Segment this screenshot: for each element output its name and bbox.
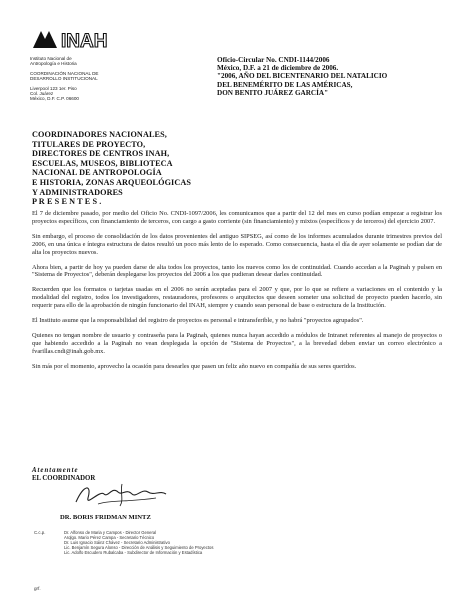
addressee-line: Y ADMINISTRADORES	[32, 187, 123, 197]
ccp-item: Dr. Luis Ignacio Sáinz Chávez - Secretario Administrativo	[64, 540, 170, 546]
handwritten-signature	[70, 480, 170, 510]
salutation: Atentamente	[32, 467, 79, 474]
addressee-line: COORDINADORES NACIONALES,	[32, 130, 167, 139]
addressee-line: P R E S E N T E S .	[32, 197, 102, 207]
body-paragraph: Recuerden que los formatos o tarjetas usadas en el 2006 no serán aceptadas para el 2007 y que, por lo que se refiere a variaciones en el contenido y la modalidad del registro, todos los investigadores, restauradores, profesores o arquitectos que deseen someter una solicitud de proyecto pueden hacerlo, sin requerir para ello de la aprobación de ningún funcionario del INAH, siempre y cuando sean personal de base o estructura de la Institución.	[32, 286, 442, 310]
addressee-line: E HISTORIA, ZONAS ARQUEOLÓGICAS	[32, 177, 192, 187]
addressee-line: ESCUELAS, MUSEOS, BIBLIOTECA	[32, 158, 173, 168]
body-paragraph: El 7 de diciembre pasado, por medio del Oficio No. CNDI-1097/2006, les comunicamos que a partir del 12 del mes en curso podían empezar a registrar los proyectos específicos, con financiamiento de terceros, con cargo a gasto corriente (sin financiamiento) y mixtos (específicos y de terceros) del ejercicio 2007.	[32, 210, 442, 225]
ccp-item: Arqlgo. Mario Pérez Campa - Secretario Técnico	[64, 535, 155, 541]
oficio-number: Oficio-Circular No. CNDI-1144/2006	[217, 56, 330, 64]
ccp-item: Lic. Adolfo Escudero Rubalcaba - Subdirector de Información y Estadística	[64, 550, 203, 556]
addressee-line: TITULARES DE PROYECTO,	[32, 139, 146, 149]
signer-name: DR. BORIS FRIDMAN MINTZ	[60, 514, 151, 521]
addressee-line: DIRECTORES DE CENTROS INAH,	[32, 149, 170, 159]
addressees	[32, 130, 282, 207]
ccp-list	[64, 530, 364, 555]
signer-role: EL COORDINADOR	[32, 475, 96, 482]
year-motto-line-3: DON BENITO JUÁREZ GARCÍA"	[217, 88, 329, 97]
address-line-3: México, D.F. C.P. 06600	[30, 96, 79, 102]
oficio-date: México, D.F. a 21 de diciembre de 2006.	[217, 64, 339, 73]
inah-logo	[30, 28, 126, 50]
svg-text:INAH: INAH	[61, 31, 108, 50]
year-motto-line-1: "2006, AÑO DEL BICENTENARIO DEL NATALICIO	[217, 72, 388, 81]
institute-line-1: Instituto Nacional de	[30, 56, 72, 61]
body-paragraph: El Instituto asume que la responsabilidad del registro de proyectos es personal e intransferible, y no habrá "proyectos agrupados".	[32, 317, 364, 325]
oficio-header	[217, 56, 437, 97]
body-paragraph: Ahora bien, a partir de hoy ya pueden darse de alta todos los proyectos, tanto los nuevos como los de continuidad. Cuando accedan a la Paginah y pulsen en "Sistema de Proyectos", deberán desplegarse los proyectos del 2006 a los que pudieran desear darles continuidad.	[32, 263, 442, 279]
institute-info	[30, 56, 140, 102]
ccp-item: Dr. Alfonso de Maria y Campos - Director General	[64, 530, 157, 535]
addressee-line: NACIONAL DE ANTROPOLOGÍA	[32, 168, 162, 178]
letter-body	[32, 210, 442, 378]
body-paragraph: Sin más por el momento, aprovecho la ocasión para desearles que pasen un feliz año nuevo en compañía de sus seres queridos.	[32, 362, 357, 370]
body-paragraph: Quienes no tengan nombre de usuario y contraseña para la Paginah, quienes nunca hayan accedido a módulos de Intranet referentes al manejo de proyectos o que habiendo accedido a la Paginah no vean desplegada la opción de "Sistema de Proyectos", a la brevedad deben enviar un correo electrónico a fvarillas.cndi@inah.gob.mx.	[32, 331, 442, 355]
address-line-2: Col. Juárez	[30, 91, 54, 97]
department-line-2: DESARROLLO INSTITUCIONAL	[30, 76, 98, 82]
ccp-item: Lic. Benjamín Segura Alonso - Dirección de Análisis y Seguimiento de Proyectos	[64, 545, 214, 551]
institute-line-2: Antropología e Historia	[30, 61, 77, 67]
ccp-label: C.c.p.	[34, 530, 46, 535]
year-motto-line-2: DEL BENEMÉRITO DE LAS AMÉRICAS,	[217, 80, 353, 89]
address-line-1: Liverpool 123 1er. Piso	[30, 85, 77, 91]
department-line-1: COORDINACIÓN NACIONAL DE	[30, 70, 99, 76]
typist-initials: grf.	[34, 586, 41, 591]
body-paragraph: Sin embargo, el proceso de consolidación de los datos provenientes del antiguo SIPSEG, así como de los informes acumulados durante trimestres previos del 2006, en una única e íntegra estructura de datos resultó un poco más lento de lo esperado. Como consecuencia, hasta el día de ayer solamente se podían dar de alta los proyectos nuevos.	[32, 232, 442, 256]
